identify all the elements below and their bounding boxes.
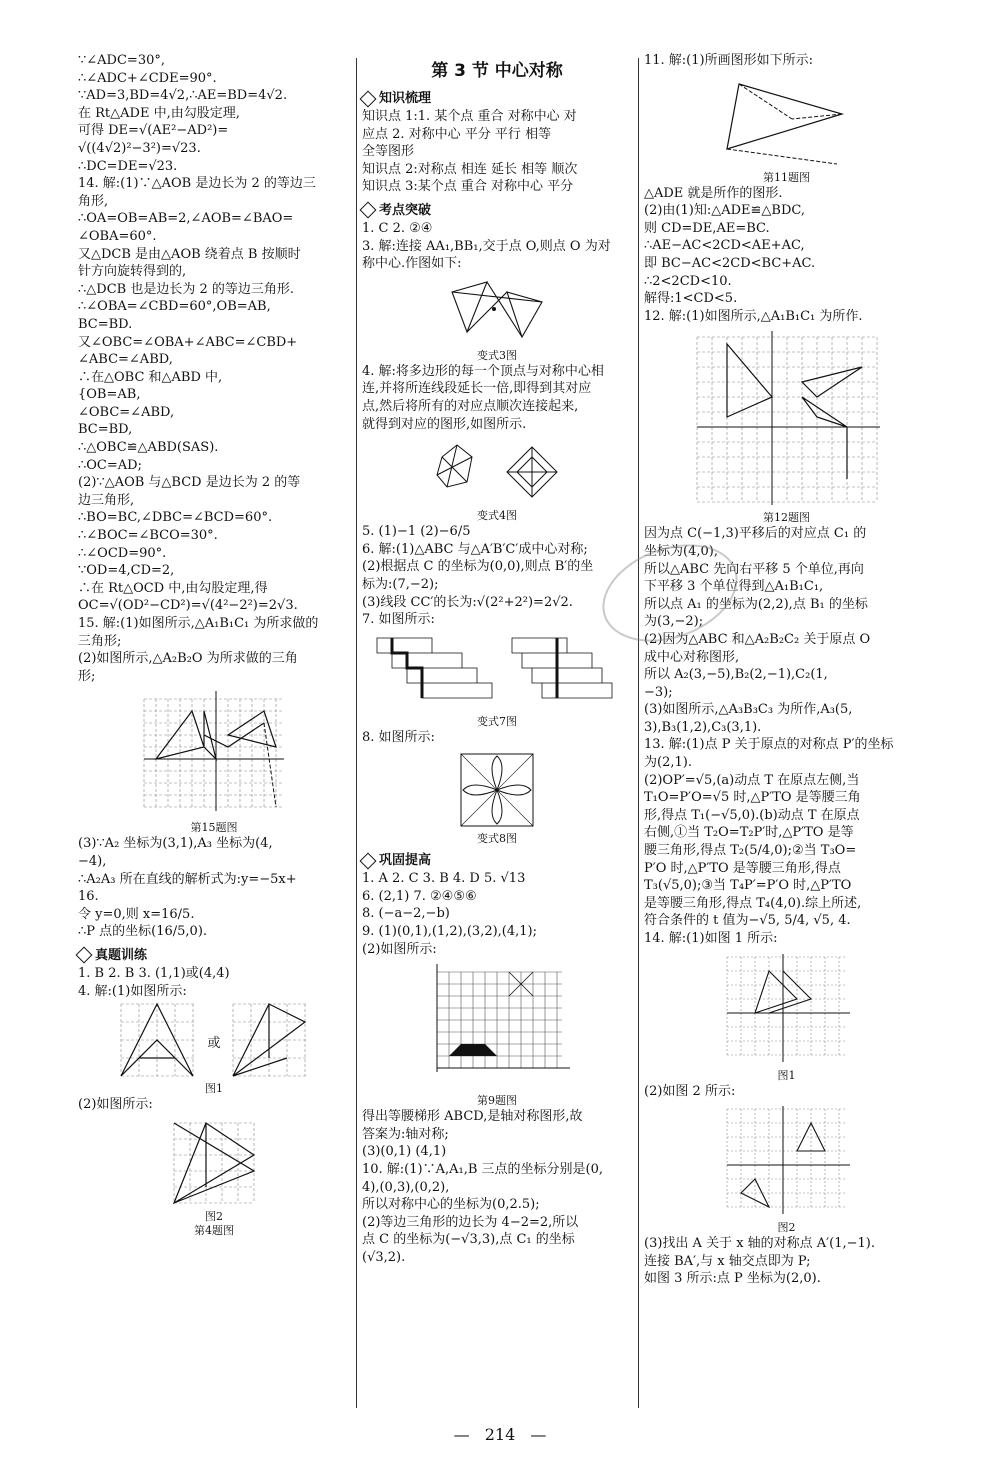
text-line: (2)OP′=√5,(a)动点 T 在原点左侧,当: [644, 772, 860, 788]
text-line: ∴∠OCD=90°.: [78, 545, 167, 561]
section-heading: 考点突破: [362, 199, 632, 218]
text-line: 可得 DE=√(AE²−AD²)=: [78, 123, 229, 139]
text-line: ∴OA=OB=AB=2,∠AOB=∠BAO=: [78, 211, 294, 227]
text-line: ∠ABC=∠ABD,: [78, 352, 173, 368]
text-line: 3. 解:连接 AA₁,BB₁,交于点 O,则点 O 为对: [362, 238, 611, 254]
answer-block: [78, 52, 350, 175]
or-label: 或: [207, 1035, 221, 1051]
figure-var-4: [427, 437, 567, 507]
text-line: (2)如图 2 所示:: [644, 1083, 736, 1099]
section-heading: 知识梳理: [362, 87, 632, 106]
text-line: (√3,2).: [362, 1250, 406, 1265]
section-heading: 巩固提高: [362, 849, 632, 868]
text-line: (2)由(1)知:△ADE≌△BDC,: [644, 203, 805, 219]
page-number: — 214 —: [453, 1425, 547, 1444]
figure-caption: 图1: [205, 1082, 223, 1096]
text-line: 8. 如图所示:: [362, 729, 435, 745]
text-line: 又△DCB 是由△AOB 绕着点 B 按顺时: [78, 246, 301, 262]
text-line: 知识点 1:1. 某个点 重合 对称中心 对: [362, 109, 577, 124]
column-2: [362, 52, 632, 1267]
text-line: ∴AE−AC<2CD<AE+AC,: [644, 238, 805, 254]
text-line: 角形,: [78, 193, 109, 209]
figure-14-1: [722, 952, 852, 1067]
text-line: ∴P 点的坐标(16/5,0).: [78, 924, 208, 940]
exam-answers-1: [362, 220, 632, 273]
question-15-part3: [78, 835, 350, 941]
text-line: (2)等边三角形的边长为 4−2=2,所以: [362, 1214, 579, 1230]
text-line: P′O 时,△P′TO 是等腰三角形,得点: [644, 860, 841, 876]
figure-caption: 图2: [205, 1209, 223, 1223]
text-line: 点,然后将所有的对应点顺次连接起来,: [362, 398, 579, 414]
text-line: 6. (2,1) 7. ②④⑤⑥: [362, 888, 477, 904]
text-line: 形,得点 T₁(−√5,0).(b)动点 T 在原点: [644, 807, 860, 823]
text-line: 答案为:轴对称;: [362, 1126, 449, 1142]
real-exam-answers: [78, 965, 350, 1000]
figure-11: [717, 74, 857, 169]
text-line: 坐标为(4,0),: [644, 543, 718, 559]
exam-answers-2: [362, 363, 632, 433]
text-line: √((4√2)²−3²)=√23.: [78, 140, 201, 156]
text-line: {OB=AB,: [78, 387, 141, 403]
figure-4-1a: [117, 1000, 199, 1082]
text-line: 形;: [78, 668, 96, 684]
text-line: ∠OBC=∠ABD,: [78, 404, 175, 420]
text-line: 得出等腰梯形 ABCD,是轴对称图形,故: [362, 1109, 583, 1125]
text-line: 腰三角形,得点 T₂(5/4,0);②当 T₃O=: [644, 843, 857, 859]
text-line: (2)如图所示,△A₂B₂O 为所求做的三角: [78, 651, 298, 667]
text-line: ∴在 Rt△OCD 中,由勾股定理,得: [78, 580, 268, 596]
text-line: 知识点 2:对称点 相连 延长 相等 顺次: [362, 161, 578, 177]
text-line: −3);: [644, 684, 673, 700]
figure-4-2: [169, 1118, 259, 1208]
text-line: ∴△OBC≌△ABD(SAS).: [78, 440, 219, 456]
text-line: 全等图形: [362, 144, 415, 160]
text-line: 4. 解:将多边形的每一个顶点与对称中心相: [362, 363, 604, 379]
text-line: 所以△ABC 先向右平移 5 个单位,再向: [644, 561, 864, 577]
text-line: 右侧,①当 T₂O=T₂P′时,△P′TO 是等: [644, 825, 854, 841]
diamond-icon: [360, 852, 377, 869]
text-line: 三角形;: [78, 633, 122, 649]
text-line: 7. 如图所示:: [362, 612, 435, 628]
exam-answers-4: [362, 729, 632, 747]
text-line: T₃(√5,0);③当 T₄P′=P′O 时,△P′TO: [644, 878, 852, 894]
figure-caption: 变式4图: [477, 509, 517, 523]
diamond-icon: [76, 947, 93, 964]
figure-15: [139, 689, 289, 819]
text-line: 14. 解:(1)如图 1 所示:: [644, 931, 778, 946]
question-14-part3: [644, 1235, 929, 1288]
text-line: (2)因为△ABC 和△A₂B₂C₂ 关于原点 O: [644, 631, 871, 647]
text-line: 所以点 A₁ 的坐标为(2,2),点 B₁ 的坐标: [644, 596, 868, 612]
figure-9: [422, 962, 572, 1092]
text-line: 在 Rt△ADE 中,由勾股定理,: [78, 105, 240, 121]
text-line: 解得:1<CD<5.: [644, 291, 738, 307]
text-line: (2)如图所示:: [362, 941, 437, 957]
text-line: BC=BD,: [78, 422, 133, 438]
figure-caption: 变式3图: [477, 348, 517, 362]
text-line: (2)∵△AOB 与△BCD 是边长为 2 的等: [78, 475, 301, 491]
figure-caption: 第9题图: [477, 1094, 517, 1108]
text-line: 9. (1)(0,1),(1,2),(3,2),(4,1);: [362, 924, 537, 940]
text-line: ∴DC=DE=√23.: [78, 158, 178, 174]
text-line: T₁O=P′O=√5 时,△P′TO 是等腰三角: [644, 790, 861, 806]
column-1: [78, 52, 350, 1238]
text-line: 1. B 2. B 3. (1,1)或(4,4): [78, 965, 230, 981]
text-line: 11. 解:(1)所画图形如下所示:: [644, 53, 813, 68]
figure-var-7: [372, 633, 622, 713]
text-line: 符合条件的 t 值为−√5, 5/4, √5, 4.: [644, 913, 851, 929]
text-line: 为(3,−2);: [644, 614, 704, 630]
question-14: [78, 175, 350, 615]
text-line: ∴A₂A₃ 所在直线的解析式为:y=−5x+: [78, 871, 297, 887]
column-divider: [356, 58, 357, 1408]
question-15: [78, 615, 350, 685]
text-line: 成中心对称图形,: [644, 649, 740, 665]
text-line: 因为点 C(−1,3)平移后的对应点 C₁ 的: [644, 526, 867, 542]
text-line: (3)∵A₂ 坐标为(3,1),A₃ 坐标为(4,: [78, 836, 273, 852]
column-3: [644, 52, 929, 1288]
figure-caption: 图2: [777, 1221, 796, 1235]
text-line: 就得到对应的图形,如图所示.: [362, 416, 527, 432]
text-line: ∠OBA=60°.: [78, 228, 157, 244]
consolidate-answers-1: [362, 870, 632, 958]
text-line: 1. A 2. C 3. B 4. D 5. √13: [362, 871, 526, 887]
text-line: OC=√(OD²−CD²)=√(4²−2²)=2√3.: [78, 598, 298, 614]
diamond-icon: [360, 202, 377, 219]
figure-caption: 变式7图: [477, 714, 517, 728]
question-11-12: [644, 185, 929, 326]
text-line: ∴∠ADC+∠CDE=90°.: [78, 70, 217, 86]
figure-var-8: [457, 750, 537, 830]
text-line: 15. 解:(1)如图所示,△A₁B₁C₁ 为所求做的: [78, 616, 319, 631]
text-line: 3),B₃(1,2),C₃(3,1).: [644, 719, 762, 735]
section-heading: 真题训练: [78, 944, 350, 963]
text-line: (3)如图所示,△A₃B₃C₃ 为所作,A₃(5,: [644, 702, 853, 718]
text-line: 知识点 3:某个点 重合 对称中心 平分: [362, 179, 574, 195]
question-11: [644, 52, 929, 70]
text-line: ∴2<2CD<10.: [644, 273, 732, 289]
text-line: ∴BO=BC,∠DBC=∠BCD=60°.: [78, 510, 273, 526]
text-line: ∵AD=3,BD=4√2,∴AE=BD=4√2.: [78, 88, 288, 104]
text-line: 所以 A₂(3,−5),B₂(2,−1),C₂(1,: [644, 667, 828, 683]
figure-caption: 第15题图: [190, 821, 238, 835]
text-line: 所以对称中心的坐标为(0,2.5);: [362, 1197, 540, 1213]
figure-4-1-row: [78, 1000, 350, 1082]
text-line: 连,并将所连线段延长一倍,即得到其对应: [362, 381, 592, 397]
question-14-part2: [644, 1083, 929, 1101]
text-line: 10. 解:(1)∵A,A₁,B 三点的坐标分别是(0,: [362, 1162, 604, 1178]
text-line: ∴在△OBC 和△ABD 中,: [78, 369, 223, 385]
text-line: 8. (−a−2,−b): [362, 906, 450, 922]
text-line: 又∠OBC=∠OBA+∠ABC=∠CBD+: [78, 334, 298, 350]
text-line: 4),(0,3),(0,2),: [362, 1179, 450, 1195]
text-line: 12. 解:(1)如图所示,△A₁B₁C₁ 为所作.: [644, 308, 863, 324]
text-line: 针方向旋转得到的,: [78, 264, 187, 280]
text-line: (3)(0,1) (4,1): [362, 1144, 447, 1160]
figure-caption: 变式8图: [477, 832, 517, 846]
knowledge-points: [362, 108, 632, 196]
text-line: (3)找出 A 关于 x 轴的对称点 A′(1,−1).: [644, 1236, 875, 1252]
text-line: 16.: [78, 889, 99, 905]
exam-answers-3: [362, 523, 632, 629]
text-line: 令 y=0,则 x=16/5.: [78, 906, 195, 922]
text-line: 5. (1)−1 (2)−6/5: [362, 524, 471, 540]
text-line: △ADE 就是所作的图形.: [644, 185, 783, 201]
section-title: 第 3 节 中心对称: [431, 61, 563, 81]
text-line: 点 C 的坐标为(−√3,3),点 C₁ 的坐标: [362, 1232, 575, 1248]
text-line: 如图 3 所示:点 P 坐标为(2,0).: [644, 1271, 821, 1287]
figure-caption: 图1: [777, 1068, 796, 1082]
text-line: 为(2,1).: [644, 755, 692, 771]
text-line: 应点 2. 对称中心 平分 平行 相等: [362, 126, 552, 142]
text-line: BC=BD.: [78, 316, 133, 332]
text-line: 称中心.作图如下:: [362, 256, 462, 272]
consolidate-answers-2: [362, 1108, 632, 1266]
text-line: 4. 解:(1)如图所示:: [78, 983, 187, 999]
figure-14-2: [722, 1104, 852, 1219]
text-line: 6. 解:(1)△ABC 与△A′B′C′成中心对称;: [362, 541, 588, 557]
column-divider: [638, 58, 639, 1408]
text-line: ∴∠BOC=∠BCO=30°.: [78, 528, 218, 544]
text-line: (2)如图所示:: [78, 1097, 153, 1113]
text-line: (3)线段 CC′的长为:√(2²+2²)=2√2.: [362, 594, 573, 610]
figure-caption: 第4题图: [194, 1223, 234, 1237]
figure-4-1b: [229, 1000, 311, 1082]
text-line: ∵∠ADC=30°,: [78, 53, 165, 68]
text-line: 1. C 2. ②④: [362, 220, 433, 236]
figure-caption: 第12题图: [763, 511, 810, 525]
text-line: ∴OC=AD;: [78, 457, 142, 473]
text-line: 连接 BA′,与 x 轴交点即为 P;: [644, 1253, 811, 1269]
text-line: ∴△DCB 也是边长为 2 的等边三角形.: [78, 281, 294, 297]
text-line: 13. 解:(1)点 P 关于原点的对称点 P′的坐标: [644, 737, 894, 753]
text-line: 标为:(7,−2);: [362, 576, 439, 592]
text-line: 下平移 3 个单位得到△A₁B₁C₁,: [644, 579, 824, 595]
text-line: 14. 解:(1)∵△AOB 是边长为 2 的等边三: [78, 176, 316, 192]
text-line: ∵OD=4,CD=2,: [78, 563, 175, 579]
figure-var-3: [432, 277, 562, 347]
diamond-icon: [360, 90, 377, 107]
text-line: 即 BC−AC<2CD<BC+AC.: [644, 255, 816, 271]
text-line: ∴∠OBA=∠CBD=60°,OB=AB,: [78, 299, 271, 315]
text-line: 边三角形,: [78, 492, 135, 508]
figure-caption: 第11题图: [763, 170, 810, 184]
text-line: 是等腰三角形,得点 T₄(4,0).综上所述,: [644, 895, 862, 911]
text-line: (2)根据点 C 的坐标为(0,0),则点 B′的坐: [362, 559, 594, 575]
text-line: −4),: [78, 853, 107, 869]
text-line: 则 CD=DE,AE=BC.: [644, 220, 770, 236]
real-exam-answers-2: [78, 1096, 350, 1114]
figure-12: [692, 329, 882, 509]
